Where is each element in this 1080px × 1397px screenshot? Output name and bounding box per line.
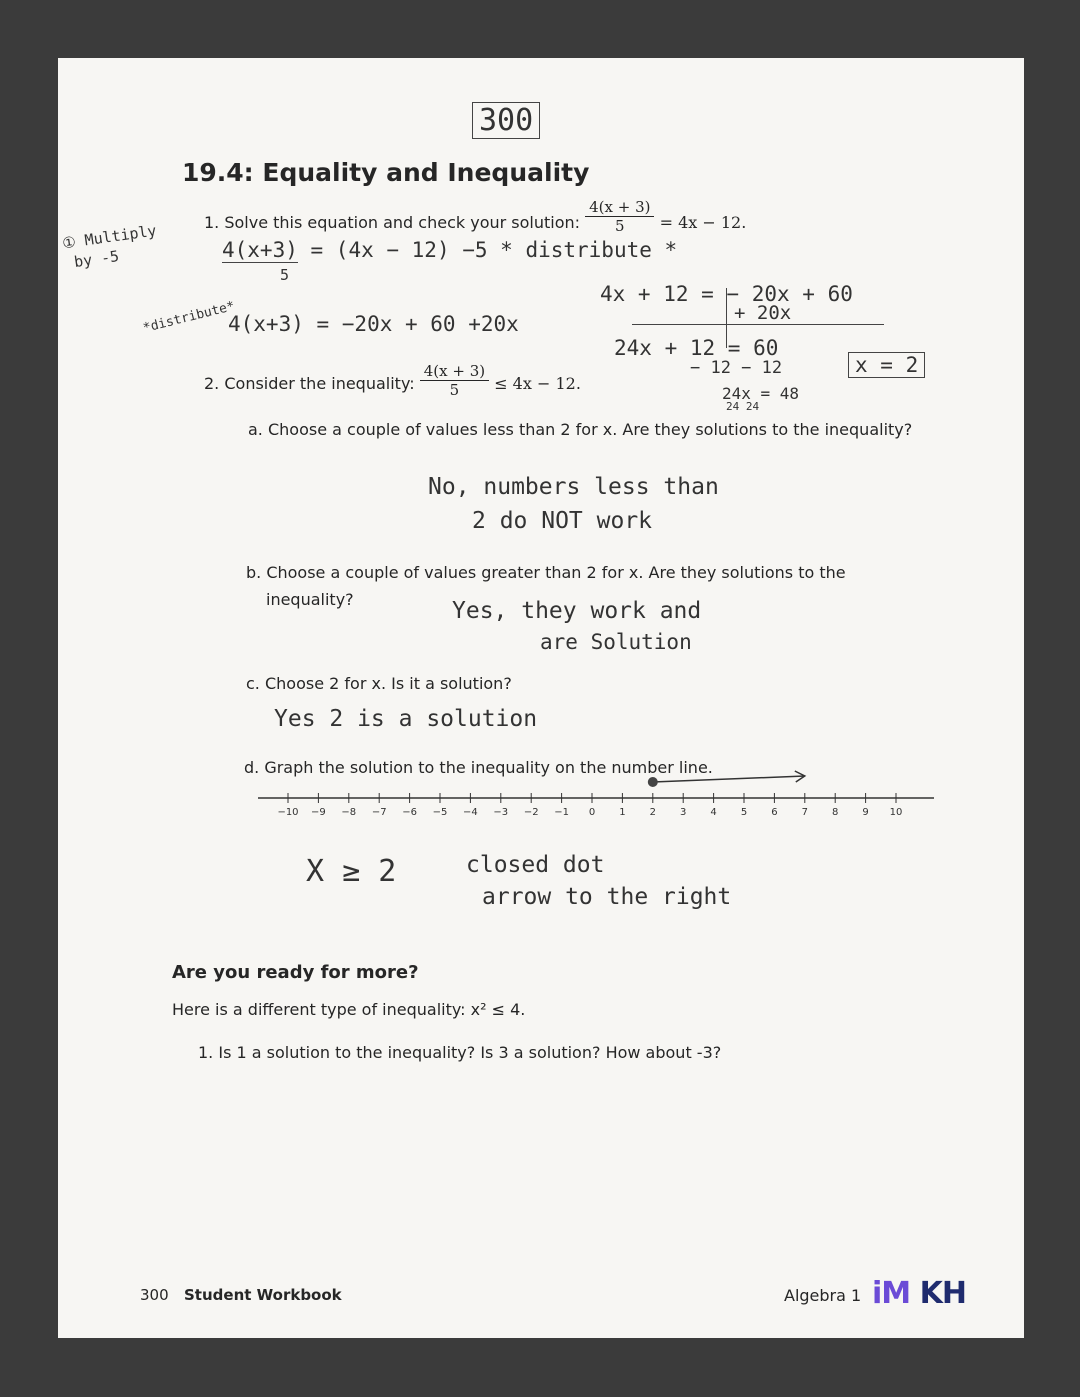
number-line-label: 8 <box>832 807 839 818</box>
hand-step2: + 20x <box>734 302 792 324</box>
q2b-prompt-line2: inequality? <box>266 590 354 609</box>
number-line-labels <box>277 807 902 818</box>
q2-prompt <box>204 362 581 399</box>
number-line-label: −8 <box>341 807 357 818</box>
q2d-prompt: d. Graph the solution to the inequality on the number line. <box>244 758 713 777</box>
hand-step1: 4x + 12 = − 20x + 60 <box>600 282 853 306</box>
number-line-label: −9 <box>311 807 326 818</box>
page-title: 19.4: Equality and Inequality <box>182 158 590 187</box>
hand-answer-box: x = 2 <box>848 352 925 378</box>
q2c-answer: Yes 2 is a solution <box>274 706 538 732</box>
hand-q1-line2: 4(x+3) = −20x + 60 +20x <box>228 312 519 336</box>
footer-course-label: Algebra 1 <box>784 1286 862 1305</box>
im-kh-logo <box>872 1276 966 1311</box>
q2-fraction-num: 4(x + 3) <box>420 362 489 381</box>
q2-rhs: ≤ 4x − 12. <box>494 374 581 393</box>
q2d-answer-closed-dot: closed dot <box>466 852 605 878</box>
q2a-answer-2: 2 do NOT work <box>472 508 653 534</box>
hand-q1-line1 <box>222 238 677 262</box>
q2b-prompt-line1: b. Choose a couple of values greater than 2 for x. Are they solutions to the <box>246 563 846 582</box>
im-logo-mark: iM <box>872 1276 911 1311</box>
q1-fraction <box>585 198 654 235</box>
hand-q1-line1-den: 5 <box>280 266 290 284</box>
q2a-answer-1: No, numbers less than <box>428 474 719 500</box>
page-number-box: 300 <box>472 102 540 139</box>
number-line-label: 3 <box>680 807 687 818</box>
q2b-answer-1: Yes, they work and <box>452 598 702 624</box>
q1-fraction-den: 5 <box>615 217 625 235</box>
number-line-label: 0 <box>588 807 596 818</box>
more-heading: Are you ready for more? <box>172 962 419 983</box>
number-line-label: −7 <box>371 807 387 818</box>
q2-fraction <box>420 362 489 399</box>
solution-ray <box>653 776 805 782</box>
number-line-label: 9 <box>862 807 869 818</box>
number-line-label: −5 <box>432 807 448 818</box>
number-line-label: −4 <box>463 807 478 818</box>
number-line-label: 4 <box>710 807 717 818</box>
q1-rhs: = 4x − 12. <box>659 213 747 232</box>
q2a-prompt: a. Choose a couple of values less than 2 for x. Are they solutions to the inequality? <box>248 420 913 439</box>
hand-q1-line1-a: 4(x+3) <box>222 238 298 262</box>
kh-logo-mark: KH <box>919 1276 966 1311</box>
number-line-label: −10 <box>277 807 299 818</box>
footer-page-number: 300 <box>140 1286 169 1304</box>
hand-sum-line <box>632 324 884 325</box>
number-line-label: −1 <box>554 807 569 818</box>
hand-step6: 24 24 <box>726 400 760 413</box>
q1-label: 1. Solve this equation and check your solution: <box>204 213 581 232</box>
q2-label: 2. Consider the inequality: <box>204 374 415 393</box>
number-line-label: 10 <box>889 807 903 818</box>
q1-prompt <box>204 198 747 235</box>
hand-q1-line1-b: = (4x − 12) −5 * distribute * <box>310 238 678 262</box>
q2d-answer-inequality: X ≥ 2 <box>306 854 397 889</box>
hand-step3: 24x + 12 = 60 <box>614 336 779 360</box>
number-line-label: 1 <box>619 807 626 818</box>
hand-step5: 24x = 48 <box>722 384 800 403</box>
footer-workbook-label: Student Workbook <box>184 1286 342 1304</box>
worksheet-page <box>58 58 1024 1338</box>
more-intro: Here is a different type of inequality: x² ≤ 4. <box>172 1000 526 1019</box>
q2c-prompt: c. Choose 2 for x. Is it a solution? <box>246 674 512 693</box>
number-line-label: 7 <box>801 807 808 818</box>
number-line-label: 6 <box>771 807 778 818</box>
number-line-label: −3 <box>493 807 509 818</box>
hand-distribute-note: *distribute* <box>141 298 237 337</box>
number-line-label: −2 <box>523 807 539 818</box>
number-line-label: −6 <box>402 807 417 818</box>
more-q1: 1. Is 1 a solution to the inequality? Is 3 a solution? How about -3? <box>198 1043 722 1062</box>
q1-fraction-num: 4(x + 3) <box>585 198 654 217</box>
hand-multiply-note-1: ① Multiply <box>61 221 158 253</box>
number-line-label: 2 <box>649 807 656 818</box>
number-line-ticks <box>288 793 896 803</box>
number-line <box>258 768 948 826</box>
q2-fraction-den: 5 <box>449 381 460 399</box>
number-line-label: 5 <box>740 807 748 818</box>
q2d-answer-arrow: arrow to the right <box>482 884 732 910</box>
q2b-answer-2: are Solution <box>540 630 692 654</box>
closed-dot <box>648 777 658 787</box>
hand-multiply-note-2: by -5 <box>72 246 121 272</box>
hand-step4: − 12 − 12 <box>690 358 783 378</box>
